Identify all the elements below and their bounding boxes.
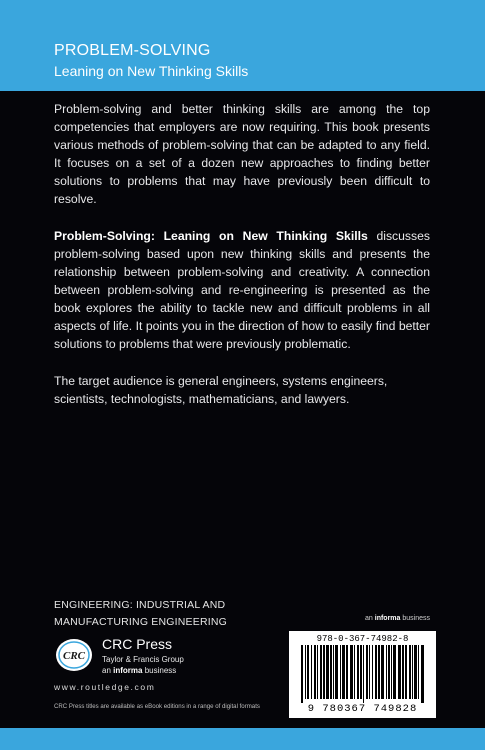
- barcode-bars: [301, 645, 424, 703]
- description-paragraph-2: [54, 227, 430, 353]
- barcode-bar: [409, 645, 411, 699]
- barcode-bar: [366, 645, 368, 699]
- barcode-bar: [354, 645, 355, 699]
- isbn-barcode: [289, 631, 436, 718]
- subject-category: [54, 597, 227, 631]
- barcode-bar: [372, 645, 373, 699]
- description-paragraph-3: The target audience is general engineers, systems engineers, scientists, technologists, mathematicians, and lawyers.: [54, 374, 388, 406]
- crc-logo-text: CRC: [62, 650, 86, 662]
- publisher-name: CRC Press: [102, 636, 173, 652]
- barcode-bar: [418, 645, 419, 699]
- barcode-bar: [350, 645, 353, 699]
- description-paragraph-2-text: discusses problem-solving based upon new thinking skills and presents the relationship between problem-solving and creativity. A connection between problem-solving and re-engineering is presented as the book explores the ability to tackle new and difficult problems in all aspects of life. It points you in the direction of how to easily find better solutions to problems that were previously problematic.: [54, 229, 430, 351]
- barcode-bar: [412, 645, 413, 699]
- barcode-bar: [346, 645, 348, 699]
- barcode-bar: [357, 645, 359, 699]
- barcode-bar: [307, 645, 309, 699]
- barcode-bar: [405, 645, 407, 699]
- crc-press-logo-icon: [54, 637, 94, 673]
- barcode-digits: 9 780367 749828: [307, 703, 418, 715]
- barcode-bar: [378, 645, 380, 699]
- header-band: [0, 0, 485, 91]
- barcode-bar: [330, 645, 332, 699]
- barcode-bar: [326, 645, 329, 699]
- barcode-bar: [381, 645, 384, 699]
- barcode-bar: [363, 645, 364, 703]
- website-url: www.routledge.com: [54, 682, 156, 692]
- barcode-bar: [414, 645, 417, 699]
- publisher-informa-prefix: an: [102, 666, 114, 675]
- publisher-block: [54, 636, 254, 686]
- publisher-informa-suffix: business: [142, 666, 177, 675]
- barcode-bar: [388, 645, 390, 699]
- description-book-title: Problem-Solving: Leaning on New Thinking Skills: [54, 229, 368, 243]
- barcode-bar: [391, 645, 392, 699]
- informa-business-tag: [365, 615, 430, 622]
- barcode-bar: [335, 645, 338, 699]
- barcode-bar: [402, 645, 404, 699]
- informa-tag-prefix: an: [365, 615, 375, 622]
- barcode-bar: [314, 645, 316, 699]
- barcode-bar: [311, 645, 312, 699]
- isbn-text: 978-0-367-74982-8: [316, 634, 409, 644]
- informa-tag-brand: informa: [374, 615, 401, 622]
- book-subtitle: Leaning on New Thinking Skills: [54, 63, 249, 79]
- barcode-bar: [386, 645, 387, 699]
- description-paragraph-1: Problem-solving and better thinking skills are among the top competencies that employers are now requiring. This book presents various methods of problem-solving that can be adapted to any field. It focuses on a set of a dozen new approaches to finding better solutions to problems that may have previously been difficult to resolve.: [54, 102, 430, 206]
- informa-tag-suffix: business: [400, 615, 430, 622]
- publisher-group: Taylor & Francis Group: [102, 655, 184, 664]
- barcode-bar: [301, 645, 303, 703]
- publisher-informa-brand: informa: [113, 666, 143, 675]
- barcode-bar: [421, 645, 424, 703]
- barcode-bar: [360, 645, 362, 699]
- barcode-bar: [340, 645, 341, 699]
- publisher-informa: [102, 666, 176, 675]
- footer-band: [0, 728, 485, 750]
- category-line-1: ENGINEERING: INDUSTRIAL AND: [54, 599, 226, 611]
- book-title: PROBLEM-SOLVING: [54, 42, 211, 59]
- barcode-bar: [393, 645, 396, 699]
- barcode-bar: [323, 645, 325, 699]
- description: [54, 100, 430, 427]
- barcode-bar: [369, 645, 370, 699]
- category-line-2: MANUFACTURING ENGINEERING: [54, 616, 228, 628]
- barcode-bar: [342, 645, 345, 699]
- barcode-bar: [375, 645, 377, 699]
- ebook-note: CRC Press titles are available as eBook editions in a range of digital formats: [54, 703, 260, 710]
- barcode-bar: [317, 645, 318, 699]
- barcode-bar: [333, 645, 334, 699]
- barcode-bar: [398, 645, 401, 699]
- barcode-bar: [320, 645, 322, 699]
- barcode-bar: [305, 645, 306, 699]
